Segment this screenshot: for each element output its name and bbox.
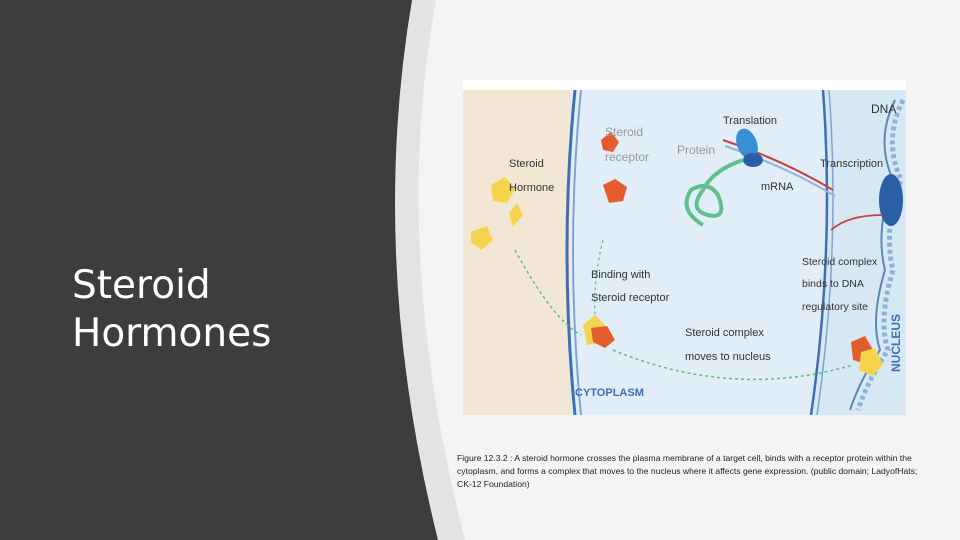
label-steroid-receptor-1: Steroid: [605, 125, 644, 139]
label-dna: DNA: [871, 102, 897, 116]
label-binding-2: Steroid receptor: [591, 292, 670, 304]
label-steroid-hormone-2: Hormone: [509, 182, 555, 194]
label-binding-1: Binding with: [591, 269, 651, 281]
title-line-1: Steroid: [72, 263, 211, 309]
label-cytoplasm: CYTOPLASM: [575, 387, 644, 399]
label-transcription: Transcription: [820, 158, 884, 170]
label-complex-moves-1: Steroid complex: [685, 327, 764, 339]
label-protein: Protein: [677, 143, 716, 157]
rna-polymerase: [879, 174, 903, 226]
diagram-svg: [463, 80, 906, 415]
extracellular-region: [463, 90, 573, 415]
label-nucleus: NUCLEUS: [889, 313, 903, 372]
label-complex-binds-3: regulatory site: [802, 301, 868, 313]
label-translation: Translation: [723, 115, 778, 127]
figure-caption: Figure 12.3.2 : A steroid hormone crosses the plasma membrane of a target cell, binds with a receptor protein within the cytoplasm, and forms a complex that moves to the nucleus where it affects gene expression. (public domain; LadyofHats; CK-12 Foundation): [457, 452, 918, 489]
label-steroid-receptor-2: receptor: [605, 150, 650, 164]
steroid-hormone-figure: [463, 80, 906, 415]
label-complex-binds-2: binds to DNA: [802, 278, 864, 290]
title-line-2: Hormones: [72, 311, 272, 357]
label-mrna: mRNA: [761, 181, 794, 193]
label-complex-moves-2: moves to nucleus: [685, 351, 771, 363]
label-steroid-hormone-1: Steroid: [509, 158, 544, 170]
slide-title: [72, 262, 392, 358]
label-complex-binds-1: Steroid complex: [802, 256, 878, 268]
